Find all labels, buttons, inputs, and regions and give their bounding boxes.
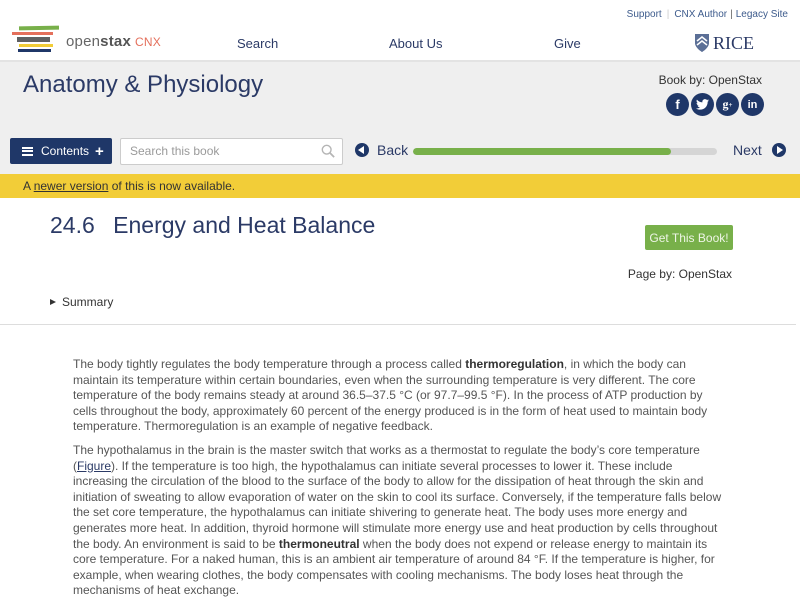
next-label: Next (733, 142, 762, 158)
search-book-field[interactable] (120, 138, 343, 165)
rice-wordmark: RICE (713, 32, 755, 53)
text: The body tightly regulates the body temperature through a process called (73, 357, 466, 371)
legacy-site-link[interactable]: Legacy Site (735, 9, 788, 20)
logo-stripe-orange (12, 32, 53, 35)
newer-version-notice (0, 174, 800, 198)
page-title (50, 212, 375, 239)
utility-links (627, 9, 788, 20)
search-icon[interactable] (321, 144, 335, 158)
facebook-icon[interactable]: f (666, 93, 689, 116)
site-header (0, 0, 800, 62)
contents-button[interactable] (10, 138, 112, 164)
term-thermoregulation: thermoregulation (465, 357, 564, 371)
search-book-input[interactable] (130, 144, 315, 158)
support-link[interactable]: Support (626, 9, 662, 20)
logo-stripe-gray (17, 37, 50, 42)
logo-stripe-navy (18, 49, 51, 52)
logo-stripe-yellow (19, 44, 53, 47)
plus-icon: + (95, 142, 104, 160)
divider (0, 324, 796, 325)
openstax-cnx-logo[interactable] (12, 25, 182, 55)
separator: | (666, 9, 670, 20)
logo-stax: stax (100, 33, 131, 50)
newer-version-link[interactable]: newer version (33, 179, 109, 193)
progress-fill (413, 148, 671, 155)
book-title[interactable]: Anatomy & Physiology (23, 71, 264, 98)
notice-prefix: A (23, 179, 34, 193)
back-label: Back (377, 142, 409, 158)
nav-give[interactable]: Give (554, 36, 581, 51)
social-share (666, 93, 764, 116)
section-number: 24.6 (50, 212, 95, 238)
logo-stripe-green (19, 26, 59, 31)
twitter-icon[interactable] (691, 93, 714, 116)
logo-cnx: CNX (135, 35, 161, 49)
disclosure-triangle-icon (50, 299, 56, 305)
rice-logo[interactable] (694, 32, 754, 54)
figure-link[interactable]: Figure (77, 458, 112, 473)
text: The hypothalamus in the brain is the master switch that works as a thermostat to regulate the body’s core temperature ( (73, 443, 700, 473)
nav-about-us[interactable]: About Us (389, 36, 443, 51)
get-this-book-button[interactable]: Get This Book! (645, 225, 733, 250)
back-arrow-icon (355, 143, 369, 157)
logo-wordmark (66, 33, 161, 50)
logo-open: open (66, 33, 101, 50)
back-button[interactable] (355, 142, 408, 158)
separator: | (730, 9, 733, 20)
cnx-author-link[interactable]: CNX Author (674, 9, 728, 20)
notice-suffix: of this is now available. (108, 179, 236, 193)
book-by: Book by: OpenStax (658, 73, 762, 87)
rice-shield-icon (694, 33, 710, 53)
text: , in which the body can maintain its temperature within certain boundaries, even when the surrounding temperature is very different. The core temperature of the body remains steady at around 36.5–37.5 °C (or 97.7–99.5 °F). In the process of ATP production by cells throughout the body, approximately 60 percent of the energy produced is in the form of heat used to maintain body temperature. Thermoregulation is an example of negative feedback. (73, 357, 708, 434)
book-progress-bar (413, 148, 717, 155)
contents-label: Contents (41, 144, 90, 158)
linkedin-icon[interactable]: in (741, 93, 764, 116)
term-thermoneutral: thermoneutral (278, 536, 360, 551)
summary-toggle[interactable] (50, 295, 113, 309)
next-button[interactable] (733, 142, 786, 158)
summary-label: Summary (62, 295, 114, 309)
list-icon (22, 147, 33, 156)
paragraph-hypothalamus (73, 443, 728, 599)
section-title: Energy and Heat Balance (113, 212, 376, 238)
text: when the body does not expend or release energy to maintain its core temperature. For a naked human, this is an ambient air temperature of around 84 °F. If the temperature is higher, for example, when wearing clothes, the body compensates with cooling mechanisms. The body loses heat through the mechanisms of heat exchange. (73, 536, 715, 598)
page-by: Page by: OpenStax (627, 267, 732, 281)
paragraph-thermoregulation (73, 357, 728, 435)
nav-search[interactable]: Search (237, 36, 279, 51)
next-arrow-icon (772, 143, 786, 157)
book-header (0, 62, 800, 174)
text: ). If the temperature is too high, the hypothalamus can initiate several processes to lower it. These include increasing the circulation of the blood to the surface of the body to allow for the dissipation of heat through the skin and initiation of sweating to allow evaporation of water on the skin to cool its surface. Conversely, if the temperature falls below the set core temperature, the hypothalamus can initiate shivering to generate heat. The body uses more energy and generates more heat. In addition, thyroid hormone will stimulate more energy use and heat production by cells throughout the body. An environment is said to be (73, 458, 722, 551)
google-plus-icon[interactable]: g + (716, 93, 739, 116)
